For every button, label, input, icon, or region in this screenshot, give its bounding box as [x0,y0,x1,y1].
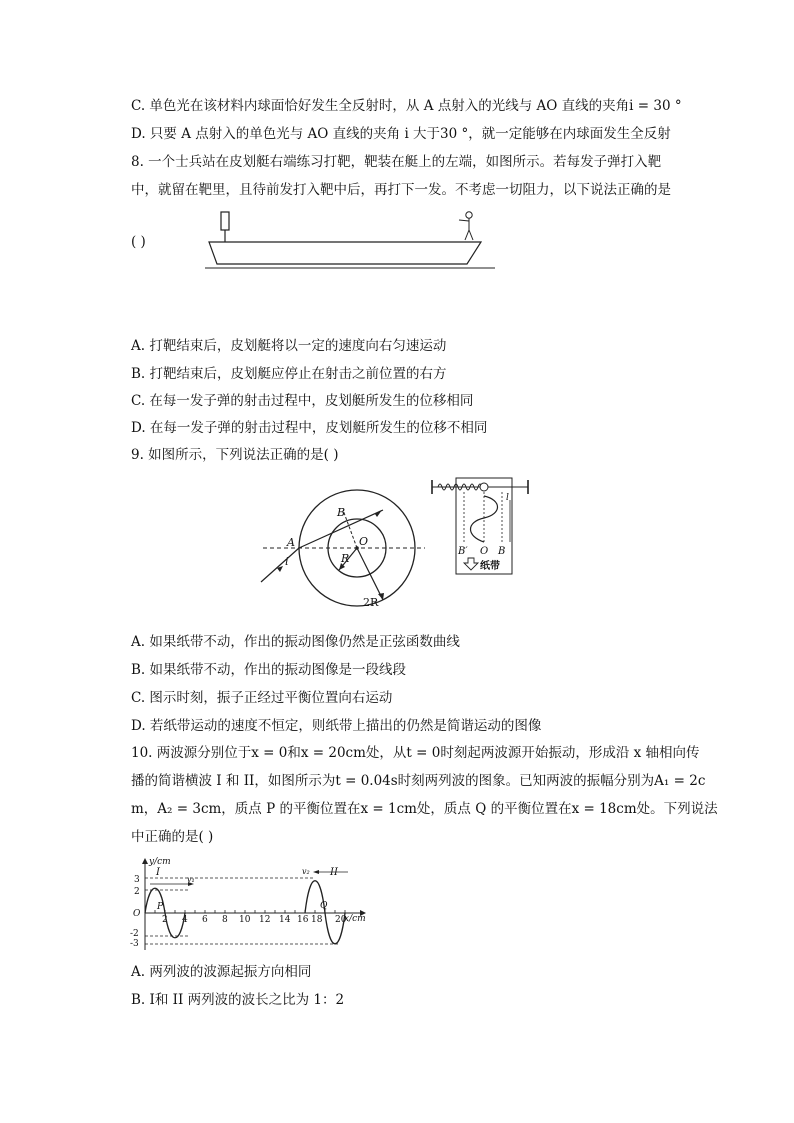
oscillator-tape-figure [430,470,535,580]
point-q-label: Q [320,901,328,911]
y-tick-m2: -2 [130,929,139,939]
point-p-label: P [157,902,164,912]
x-tick-16: 16 [297,915,309,925]
v1-label: v₁ [187,875,195,884]
x-tick-2: 2 [162,915,168,925]
down-arrow-icon [464,558,478,570]
label-i: i [285,555,289,568]
x-tick-18: 18 [311,915,323,925]
label-2r: 2R [363,596,379,609]
oscillator-ball [480,483,488,491]
q9-option-d: D. 若纸带运动的速度不恒定，则纸带上描出的仍然是简谐运动的图像 [131,718,542,734]
q10-option-a: A. 两列波的波源起振方向相同 [131,964,312,980]
y-axis-label: y/cm [149,857,171,867]
label-a: A [287,536,295,549]
label-l: l [506,493,509,503]
q9-option-b: B. 如果纸带不动，作出的振动图像是一段线段 [131,662,407,678]
label-o: O [359,535,369,548]
question-10-line4: 中正确的是( ) [131,829,214,845]
wave-i-label: I [156,867,160,878]
boat-figure [205,206,495,272]
wave-ii-curve [305,881,345,944]
x-tick-6: 6 [202,915,208,925]
q8-option-a: A. 打靶结束后，皮划艇将以一定的速度向右匀速运动 [131,338,447,354]
y-tick-m3: -3 [130,939,139,949]
label-b: B [337,506,346,519]
question-8-paren: ( ) [131,234,146,250]
question-10-line3: m，A₂ = 3cm，质点 P 的平衡位置在x = 1cm处，质点 Q 的平衡位置在x = 18cm处。下列说法 [131,801,718,817]
sphere-optics-figure [255,470,430,610]
label-o2: O [480,546,489,557]
radius-2r [357,548,383,600]
x-tick-14: 14 [279,915,291,925]
q8-option-b: B. 打靶结束后，皮划艇应停止在射击之前位置的右方 [131,366,447,382]
wave-ii-label: II [330,867,338,878]
label-b2: B [498,546,506,557]
boat-hull [209,242,481,264]
v2-label: v₂ [302,867,310,876]
q9-option-a: A. 如果纸带不动，作出的振动图像仍然是正弦函数曲线 [131,634,460,650]
option-c-prev: C. 单色光在该材料内球面恰好发生全反射时，从 A 点射入的光线与 AO 直线的夹角i = 30 ° [131,98,682,114]
q10-option-b: B. I和 II 两列波的波长之比为 1：2 [131,992,345,1008]
option-d-prev: D. 只要 A 点射入的单色光与 AO 直线的夹角 i 大于30 °，就一定能够在内球面发生全反射 [131,126,671,142]
y-tick-2: 2 [134,887,140,897]
trace-curve [471,496,498,542]
label-tape: 纸带 [480,561,500,572]
x-axis-label: x/cm [344,914,366,924]
x-tick-12: 12 [259,915,271,925]
q9-option-c: C. 图示时刻，振子正经过平衡位置向右运动 [131,690,393,706]
question-8-line1: 8. 一个士兵站在皮划艇右端练习打靶，靶装在艇上的左端，如图所示。若每发子弹打入靶 [131,154,662,170]
wave-diagram [130,854,380,954]
x-tick-4: 4 [182,915,188,925]
q8-option-d: D. 在每一发子弹的射击过程中，皮划艇所发生的位移不相同 [131,420,488,436]
target-board [221,212,229,230]
question-10-line1: 10. 两波源分别位于x = 0和x = 20cm处，从t = 0时刻起两波源开始振动，形成沿 x 轴相向传 [131,745,700,761]
q8-option-c: C. 在每一发子弹的射击过程中，皮划艇所发生的位移相同 [131,393,474,409]
x-tick-20: 20 [335,915,347,925]
soldier-icon [459,212,473,240]
label-r: R [341,552,350,565]
x-tick-10: 10 [239,915,251,925]
question-8-line2: 中，就留在靶里，且待前发打入靶中后，再打下一发。不考虑一切阻力，以下说法正确的是 [131,182,671,198]
incident-ray [261,548,299,582]
x-tick-8: 8 [222,915,228,925]
question-10-line2: 播的简谐横波 I 和 II，如图所示为t = 0.04s时刻两列波的图象。已知两波的振幅分别为A₁ = 2c [131,773,706,789]
question-9: 9. 如图所示，下列说法正确的是( ) [131,447,339,463]
label-bprime: B′ [458,546,468,557]
y-tick-3: 3 [134,875,140,885]
y-tick-o: O [133,909,141,919]
